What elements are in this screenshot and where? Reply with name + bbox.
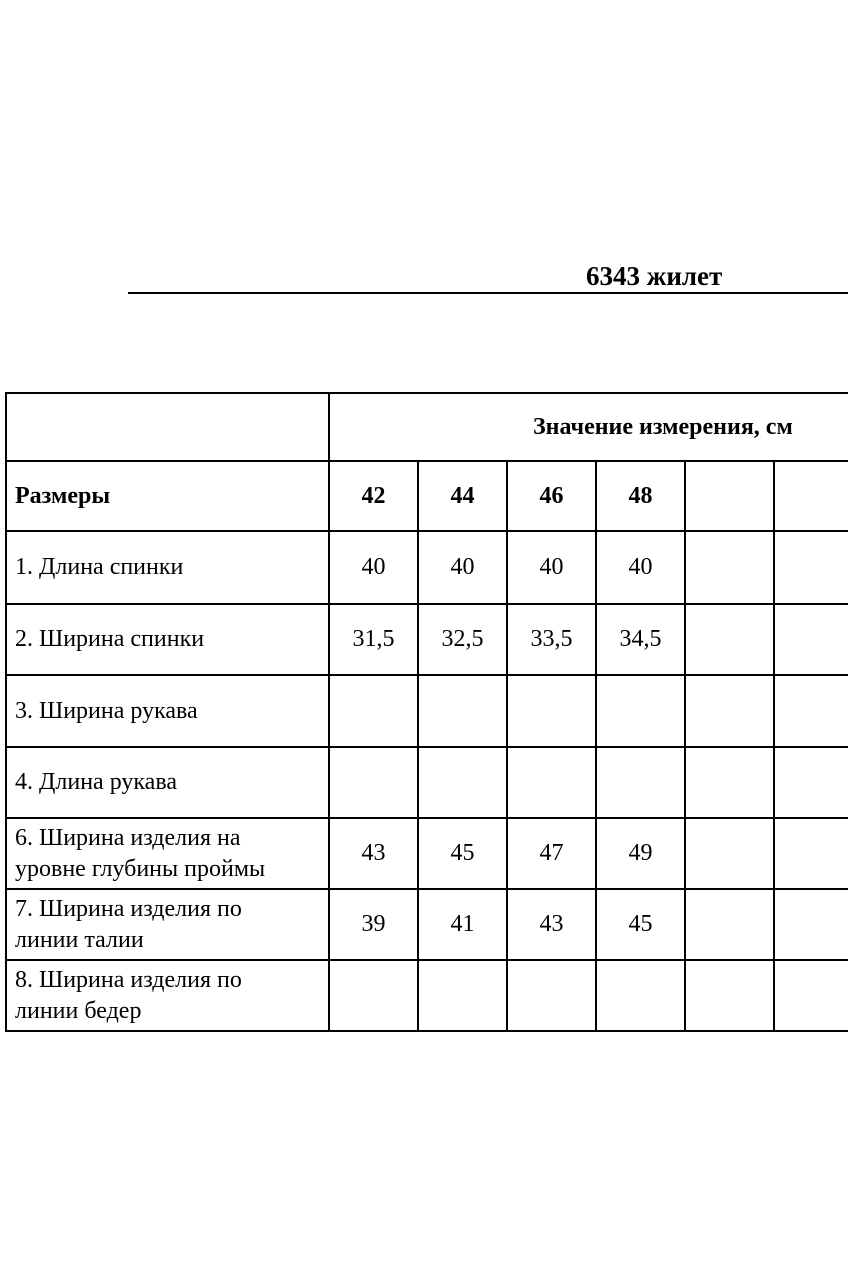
measurement-row	[6, 675, 848, 747]
measurement-value	[774, 604, 848, 675]
size-table	[5, 392, 848, 1032]
size-header-cell: 44	[418, 461, 507, 531]
corner-cell	[6, 393, 329, 461]
measurement-value	[685, 960, 774, 1031]
size-header-cell: 48	[596, 461, 685, 531]
measurement-value: 40	[596, 531, 685, 604]
measurement-value	[596, 675, 685, 747]
measurement-value	[507, 747, 596, 818]
measurement-value	[507, 960, 596, 1031]
measurement-value	[329, 675, 418, 747]
title-underline	[128, 292, 848, 294]
group-header-row	[6, 393, 848, 461]
measurement-row	[6, 531, 848, 604]
sizes-header-row	[6, 461, 848, 531]
measurement-label: 1. Длина спинки	[6, 531, 329, 604]
measurement-row	[6, 747, 848, 818]
measurement-value	[685, 818, 774, 889]
size-table-body	[6, 393, 848, 1031]
measurement-value: 40	[329, 531, 418, 604]
measurement-value: 33,5	[507, 604, 596, 675]
measurement-value: 45	[596, 889, 685, 960]
document-title: 6343 жилет	[586, 261, 723, 291]
size-header-cell	[685, 461, 774, 531]
measurement-value	[774, 675, 848, 747]
measurement-value	[685, 747, 774, 818]
size-header-cell: 42	[329, 461, 418, 531]
measurement-row	[6, 604, 848, 675]
measurement-value: 45	[418, 818, 507, 889]
measurement-label: 7. Ширина изделия по линии талии	[6, 889, 329, 960]
measurement-label: 8. Ширина изделия по линии бедер	[6, 960, 329, 1031]
measurement-value	[774, 818, 848, 889]
measurement-label: 4. Длина рукава	[6, 747, 329, 818]
measurement-label: 3. Ширина рукава	[6, 675, 329, 747]
measurement-value	[685, 889, 774, 960]
measurement-value	[685, 604, 774, 675]
measurement-value	[774, 531, 848, 604]
measurement-value: 41	[418, 889, 507, 960]
measurement-value: 47	[507, 818, 596, 889]
measurement-value	[507, 675, 596, 747]
measurement-label: 6. Ширина изделия на уровне глубины проймы	[6, 818, 329, 889]
measurement-value	[418, 960, 507, 1031]
measurement-value	[774, 960, 848, 1031]
sizes-label: Размеры	[6, 461, 329, 531]
measurement-value	[418, 747, 507, 818]
measurement-value: 34,5	[596, 604, 685, 675]
measurement-row	[6, 889, 848, 960]
measurement-row	[6, 960, 848, 1031]
size-header-cell	[774, 461, 848, 531]
measurement-value: 40	[507, 531, 596, 604]
measurement-value	[329, 960, 418, 1031]
measurement-value: 43	[329, 818, 418, 889]
measurement-value	[774, 889, 848, 960]
measurement-value: 40	[418, 531, 507, 604]
measurement-group-header: Значение измерения, см	[329, 393, 848, 461]
measurement-value	[596, 960, 685, 1031]
measurement-value	[329, 747, 418, 818]
measurement-value: 49	[596, 818, 685, 889]
measurement-label: 2. Ширина спинки	[6, 604, 329, 675]
measurement-value	[774, 747, 848, 818]
measurement-value: 31,5	[329, 604, 418, 675]
measurement-value: 39	[329, 889, 418, 960]
measurement-value: 32,5	[418, 604, 507, 675]
measurement-value	[418, 675, 507, 747]
measurement-value	[685, 531, 774, 604]
measurement-value	[596, 747, 685, 818]
size-header-cell: 46	[507, 461, 596, 531]
measurement-row	[6, 818, 848, 889]
measurement-value	[685, 675, 774, 747]
measurement-value: 43	[507, 889, 596, 960]
